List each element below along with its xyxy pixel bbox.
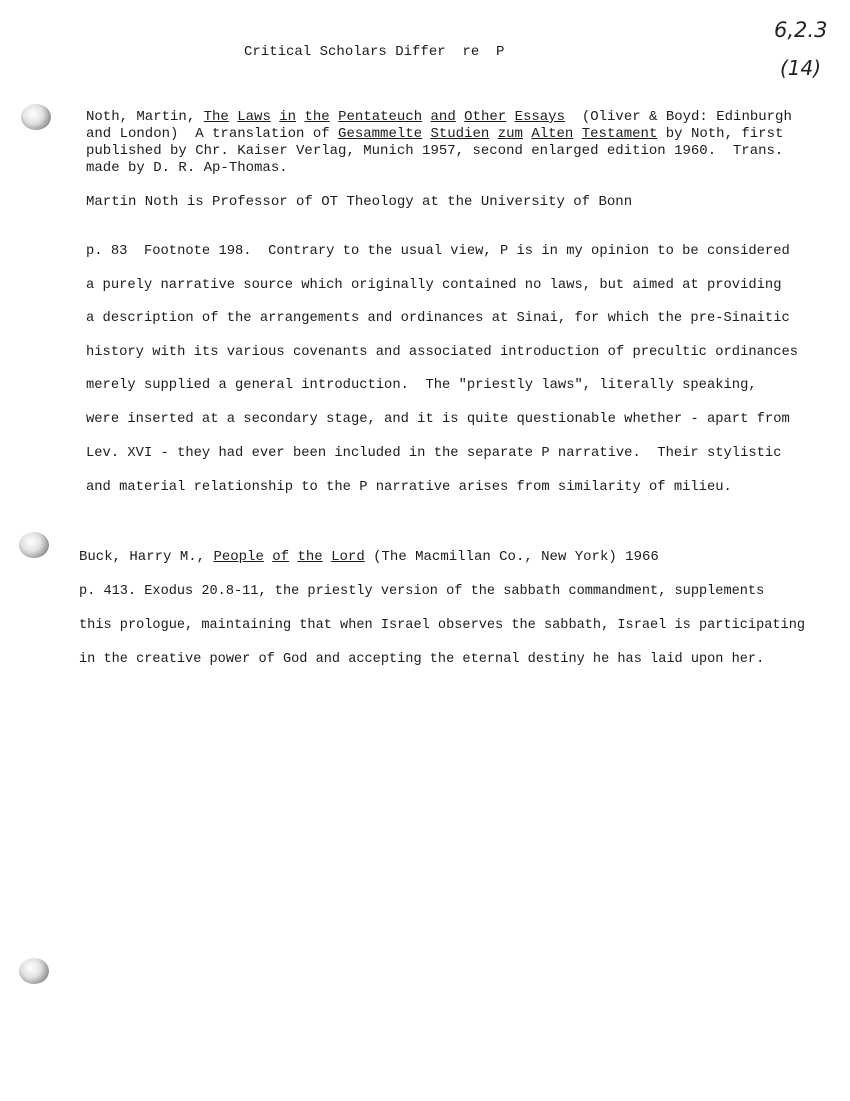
book-title-word: The [203,109,229,125]
quote-line: p. 83 Footnote 198. Contrary to the usual view, P is in my opinion to be considered [86,244,790,259]
citation-line-1 [86,109,792,125]
citation-author: Noth, Martin, [86,109,196,125]
punch-hole-bottom [19,958,49,984]
book-title-word: Pentateuch [338,109,423,125]
quote-line: merely supplied a general introduction. The "priestly laws", literally speaking, [86,378,757,393]
citation-author: Buck, Harry M., [79,549,206,565]
citation-line-3: published by Chr. Kaiser Verlag, Munich 1957, second enlarged edition 1960. Trans. [86,143,784,159]
original-title-word: zum [497,126,523,142]
book-title-word: in [279,109,297,125]
quote-line: Lev. XVI - they had ever been included in the separate P narrative. Their stylistic [86,446,782,461]
handwritten-page-number: (14) [780,56,822,80]
citation-text: by Noth, first [665,126,784,142]
quote-line: a purely narrative source which originally contained no laws, but aimed at providing [86,278,782,293]
quote-line: history with its various covenants and associated introduction of precultic ordinances [86,345,799,360]
citation-line-buck [79,549,659,565]
punch-hole-middle [19,532,49,558]
book-title-word: of [272,549,290,565]
citation-line-4: made by D. R. Ap-Thomas. [86,160,288,176]
citation-publisher: (The Macmillan Co., New York) 1966 [373,549,659,565]
quote-line: a description of the arrangements and ordinances at Sinai, for which the pre-Sinaitic [86,311,790,326]
original-title-word: Testament [581,126,658,142]
book-title-word: and [430,109,456,125]
book-title-word: the [304,109,330,125]
quote-line: in the creative power of God and accepting the eternal destiny he has laid upon her. [79,652,765,667]
book-title-word: People [213,549,264,565]
page-title: Critical Scholars Differ re P [244,44,505,60]
book-title-word: the [297,549,323,565]
author-note: Martin Noth is Professor of OT Theology at the University of Bonn [86,194,633,210]
book-title-word: Other [464,109,507,125]
book-title-word: Essays [514,109,565,125]
book-title-word: Lord [331,549,365,565]
quote-line: p. 413. Exodus 20.8-11, the priestly version of the sabbath commandment, supplements [79,584,765,599]
citation-publisher: (Oliver & Boyd: Edinburgh [581,109,792,125]
original-title-word: Alten [531,126,574,142]
book-title-word: Laws [237,109,271,125]
quote-line: this prologue, maintaining that when Israel observes the sabbath, Israel is participating [79,618,806,633]
original-title-word: Gesammelte [338,126,423,142]
handwritten-code: 6,2.3 [774,18,828,42]
original-title-word: Studien [430,126,490,142]
quote-line: were inserted at a secondary stage, and it is quite questionable whether - apart from [86,412,790,427]
citation-text: and London) A translation of [86,126,330,142]
citation-line-2 [86,126,783,142]
quote-line: and material relationship to the P narrative arises from similarity of milieu. [86,480,732,495]
punch-hole-top [21,104,51,130]
